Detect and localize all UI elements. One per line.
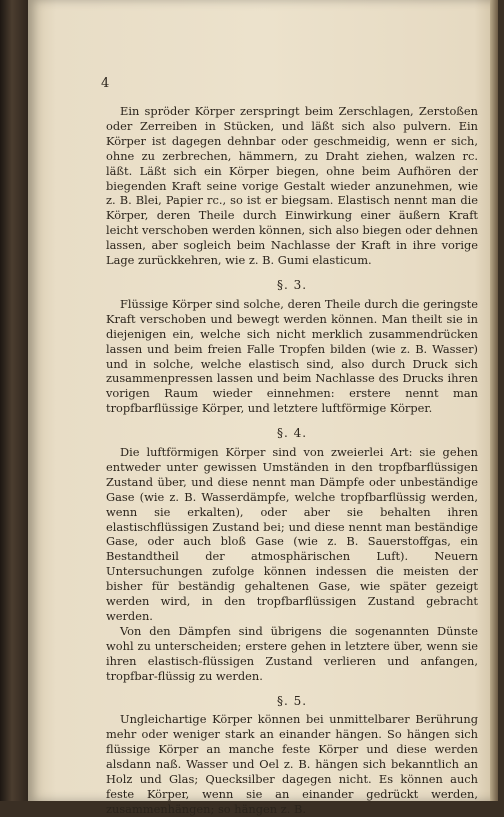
paragraph: Ein spröder Körper zerspringt beim Zerschlagen, Zerstoßen oder Zerreiben in Stücken, und läßt sich also pulvern. Ein Körper ist dagegen dehnbar oder geschmeidig, wenn er sich, ohne zu zerbrechen, hämmern, zu Draht ziehen, walzen rc. läßt. Läßt sich ein Körper biegen, ohne beim Aufhören der biegenden Kraft seine vorige Gestalt wieder anzunehmen, wie z. B. Blei, Papier rc., so ist er biegsam. Elastisch nennt man die Körper, deren Theile durch Einwirkung einer äußern Kraft leicht verschoben werden können, sich also biegen oder dehnen lassen, aber sogleich beim Nachlasse der Kraft in ihre vorige Lage zurückkehren, wie z. B. Gumi elasticum. bbox=[106, 104, 478, 268]
book-spine bbox=[0, 0, 30, 801]
paragraph: Ungleichartige Körper können bei unmittelbarer Berührung mehr oder weniger stark an einander hängen. So hängen sich flüssige Körper an manche feste Körper und diese werden alsdann naß. Wasser und Oel z. B. hängen sich bekanntlich an Holz und Glas; Quecksilber dagegen nicht. Es können auch feste Körper, wenn sie an einander gedrückt werden, zusammenhängen; so hängen z. B. bbox=[106, 712, 478, 816]
paragraph: Die luftförmigen Körper sind von zweierlei Art: sie gehen entweder unter gewissen Umständen in den tropfbarflüssigen Zustand über, und diese nennt man Dämpfe oder unbeständige Gase (wie z. B. Wasserdämpfe, welche tropfbarflüssig werden, wenn sie erkalten), oder aber sie behalten ihren elastischflüssigen Zustand bei; und diese nennt man beständige Gase, oder auch bloß Gase (wie z. B. Sauerstoffgas, ein Bestandtheil der atmosphärischen Luft). Neuern Untersuchungen zufolge können indessen die meisten der bisher für beständig gehaltenen Gase, wie später gezeigt werden wird, in den tropfbarflüssigen Zustand gebracht werden. bbox=[106, 445, 478, 623]
paragraph: Flüssige Körper sind solche, deren Theile durch die geringste Kraft verschoben und bewegt werden können. Man theilt sie in diejenigen ein, welche sich nicht merklich zusammendrücken lassen und beim freien Falle Tropfen bilden (wie z. B. Wasser) und in solche, welche elastisch sind, also durch Druck sich zusammenpressen lassen und beim Nachlasse des Drucks ihren vorigen Raum wieder einnehmen: erstere nennt man tropfbarflüssige Körper, und letztere luftförmige Körper. bbox=[106, 296, 478, 416]
section-heading: §. 3. bbox=[276, 277, 308, 292]
page-number: 4 bbox=[101, 76, 110, 91]
page-edge bbox=[490, 0, 498, 801]
section-heading: §. 5. bbox=[276, 693, 308, 708]
page-body bbox=[106, 104, 478, 817]
paragraph: Von den Dämpfen sind übrigens die sogenannten Dünste wohl zu unterscheiden; erstere gehen in letztere über, wenn sie ihren elastisch-flüssigen Zustand verlieren und anfangen, tropfbar-flüssig zu werden. bbox=[106, 623, 478, 683]
section-heading: §. 4. bbox=[276, 426, 308, 441]
